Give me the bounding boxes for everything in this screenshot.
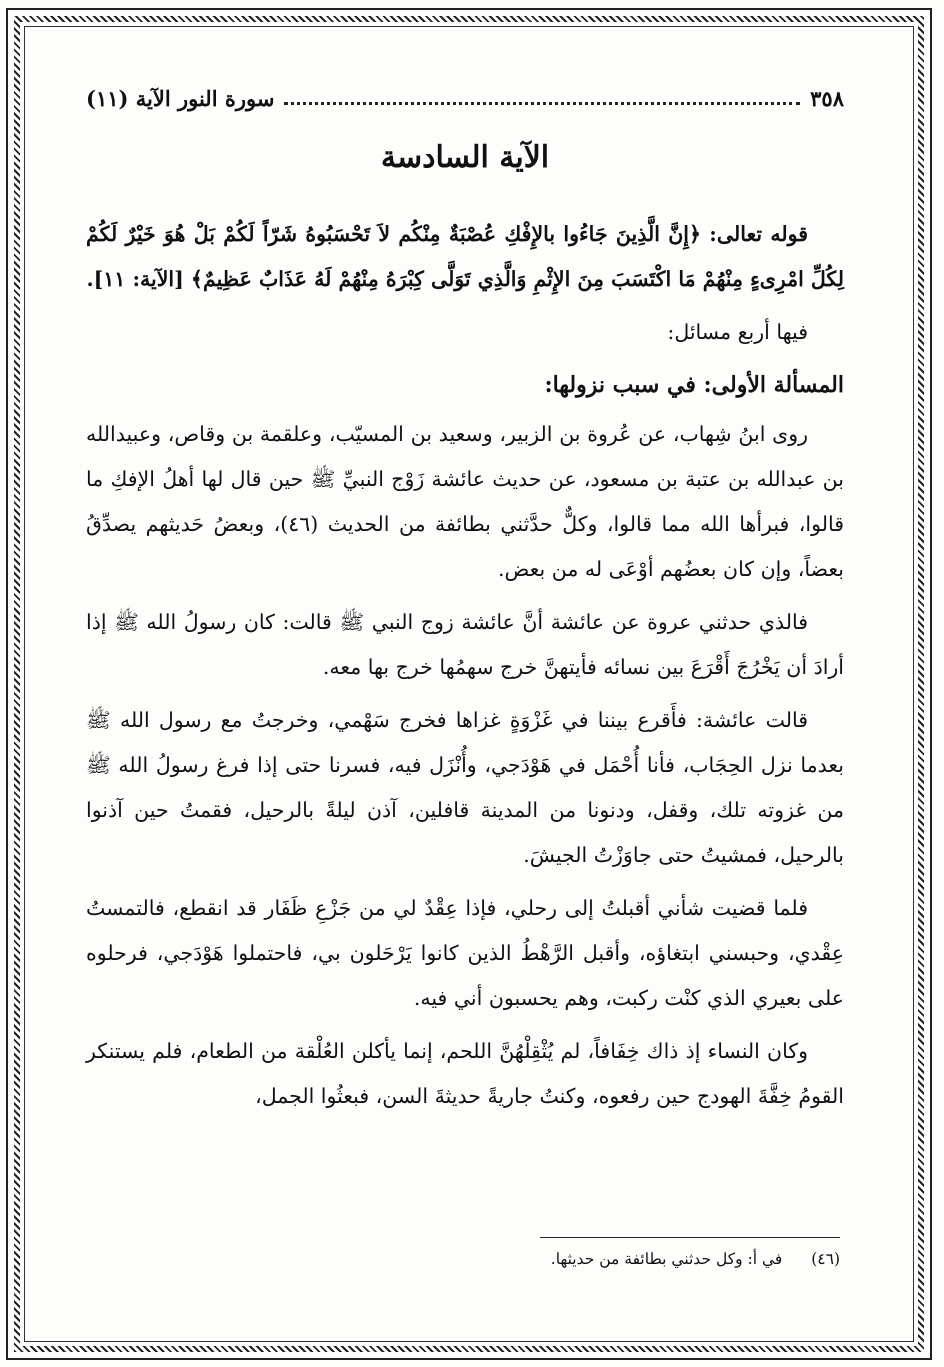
main-text (86, 212, 844, 1127)
footnote-text: في أ: وكل حدثني بطائفة من حديثها. (550, 1250, 783, 1268)
issue-heading-first: المسألة الأولى: في سبب نزولها: (544, 372, 844, 398)
paragraph-aisha-1: فالذي حدثني عروة عن عائشة أنَّ عائشة زوج النبي ﷺ قالت: كان رسولُ الله ﷺ إذا أرادَ أن يَخْرُجَ أَقْرَعَ بين نسائه فأيتهنَّ خرج سهمُها خرج بها معه. (86, 610, 844, 679)
footnote-number: (٤٦) (811, 1250, 840, 1268)
paragraph-narration-chain: روى ابنُ شِهاب، عن عُروة بن الزبير، وسعيد بن المسيّب، وعلقمة بن وقاص، وعبيدالله بن عبدالله بن عتبة بن مسعود، عن حديث عائشة زَوْج النبيِّ ﷺ حين قال لها أهلُ الإفكِ ما قالوا، فبرأها الله مما قالوا، وكلٌّ حدَّثني بطائفة من الحديث (٤٦)، وبعضُ حَديثهم يصدِّقُ بعضاً، وإن كان بعضُهم أوْعَى له من بعض. (86, 422, 844, 581)
page-header (86, 80, 844, 116)
paragraph-aisha-2: قالت عائشة: فأَقرع بيننا في غَزْوَةٍ غزاها فخرج سَهْمي، وخرجتُ مع رسول الله ﷺ بعدما نزل الحِجَاب، فأنا أُحْمَل في هَوْدَجي، وأُنْزَل فيه، فسرنا حتى إذا فرغ رسولُ الله ﷺ من غزوته تلك، وقفل، ودنونا من المدينة قافلين، آذن ليلةً بالرحيل، فقمتُ حين آذنوا بالرحيل، فمشيتُ حتى جاوَزْتُ الجيشَ. (86, 708, 844, 867)
page-number: ٣٥٨ (810, 85, 844, 111)
verse-paragraph: قوله تعالى: ﴿إِنَّ الَّذِينَ جَاءُوا بالإِفْكِ عُصْبَةٌ مِنْكُم لاَ تَحْسَبُوهُ شَرّاً لَكُمْ بَلْ هُوَ خَيْرٌ لَكُمْ لِكُلِّ امْرِىءٍ مِنْهُمْ مَا اكْتَسَبَ مِنَ الإِثْمِ وَالَّذِي تَوَلَّى كِبْرَهُ مِنْهُمْ لَهُ عَذَابٌ عَظِيمٌ﴾ [الآية: ١١]. (86, 222, 844, 291)
paragraph-aisha-3: فلما قضيت شأني أقبلتُ إلى رحلي، فإذا عِقْدٌ لي من جَزْعِ ظَفَار قد انقطع، فالتمستُ عِقْدي، وحبسني ابتغاؤه، وأقبل الرَّهْطُ الذين كانوا يَرْحَلون بي، فاحتملوا هَوْدَجي، فرحلوه على بعيري الذي كنْت ركبت، وهم يحسبون أني فيه. (86, 896, 844, 1010)
footnote-separator (540, 1237, 840, 1238)
paragraph-issues-intro: فيها أربع مسائل: (667, 320, 808, 344)
paragraph-aisha-4: وكان النساء إذ ذاك خِفَافاً، لم يُثْقِلْهُنَّ اللحم، إنما يأكلن العُلْقة من الطعام، فلم يستنكر القومُ خِفَّةَ الهودج حين رفعوه، وكنتُ جاريةً حديثةَ السن، فبعثُوا الجمل، (86, 1039, 844, 1108)
header-dotted-leader (284, 92, 800, 105)
footnote (300, 1250, 840, 1268)
running-title: سورة النور الآية (١١) (86, 85, 275, 111)
section-title: الآية السادسة (380, 140, 550, 175)
